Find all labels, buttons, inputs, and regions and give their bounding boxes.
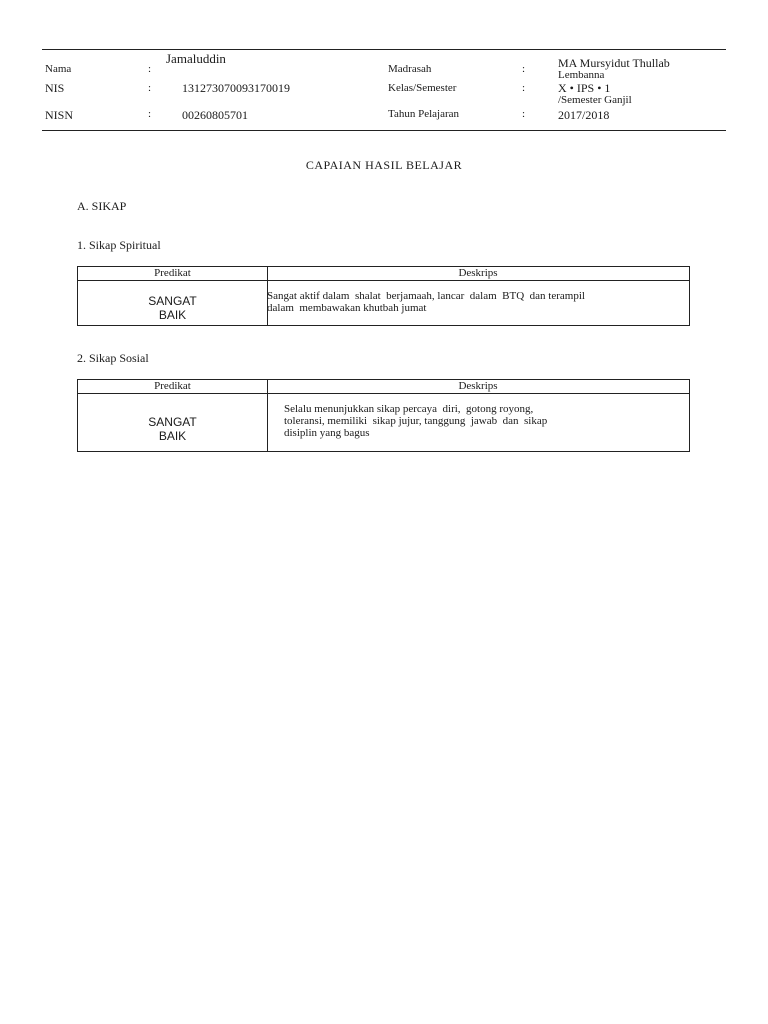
nis-label: NIS: [45, 81, 65, 95]
sosial-deskripsi-line3: disiplin yang bagus: [284, 427, 370, 439]
sosial-heading: 2. Sikap Sosial: [77, 351, 149, 365]
nisn-label: NISN: [45, 108, 74, 122]
madrasah-label: Madrasah: [388, 63, 432, 75]
nama-colon: :: [148, 63, 152, 75]
sosial-deskripsi-line2: toleransi, memiliki sikap jujur, tanggung jawab dan sikap: [284, 415, 548, 427]
spiritual-col-deskrips: Deskrips: [458, 267, 498, 279]
sosial-predikat-cell: [78, 415, 267, 443]
tahun-value: 2017/2018: [558, 108, 610, 122]
madrasah-value-line2: Lembanna: [558, 69, 605, 81]
spiritual-predikat-line2: BAIK: [158, 308, 187, 322]
sosial-predikat-line1: SANGAT: [148, 415, 197, 429]
header-top-rule: [42, 49, 726, 50]
sosial-predikat-line2: BAIK: [158, 429, 187, 443]
spiritual-deskripsi-line1: Sangat aktif dalam shalat berjamaah, lancar dalam BTQ dan terampil: [267, 290, 585, 302]
madrasah-value-line1: MA Mursyidut Thullab: [558, 56, 670, 70]
sosial-deskripsi-cell: [284, 403, 685, 439]
sosial-deskripsi-line1: Selalu menunjukkan sikap percaya diri, gotong royong,: [284, 403, 534, 415]
nis-value: 131273070093170019: [182, 81, 290, 95]
document-title: CAPAIAN HASIL BELAJAR: [305, 158, 463, 172]
spiritual-table: [77, 266, 690, 326]
kelas-value-line1: X • IPS • 1: [558, 81, 611, 95]
tahun-colon: :: [522, 108, 526, 120]
kelas-label: Kelas/Semester: [388, 82, 457, 94]
spiritual-heading: 1. Sikap Spiritual: [77, 238, 161, 252]
spiritual-deskripsi-line2: dalam membawakan khutbah jumat: [267, 302, 427, 314]
nama-label: Nama: [45, 63, 72, 75]
kelas-value-line2: /Semester Ganjil: [558, 94, 632, 106]
kelas-colon: :: [522, 82, 526, 94]
sosial-table: [77, 379, 690, 452]
spiritual-predikat-line1: SANGAT: [148, 294, 197, 308]
nisn-colon: :: [148, 108, 152, 120]
nisn-value: 00260805701: [182, 108, 248, 122]
tahun-label: Tahun Pelajaran: [388, 108, 460, 120]
nis-colon: :: [148, 82, 152, 94]
spiritual-predikat-cell: [78, 294, 267, 322]
spiritual-deskripsi-cell: [267, 290, 685, 314]
madrasah-colon: :: [522, 63, 526, 75]
section-a-heading: A. SIKAP: [77, 199, 127, 213]
spiritual-col-predikat: Predikat: [154, 267, 191, 279]
header-bottom-rule: [42, 130, 726, 131]
nama-value: Jamaluddin: [166, 51, 226, 66]
sosial-col-deskrips: Deskrips: [458, 380, 498, 392]
sosial-col-predikat: Predikat: [154, 380, 191, 392]
